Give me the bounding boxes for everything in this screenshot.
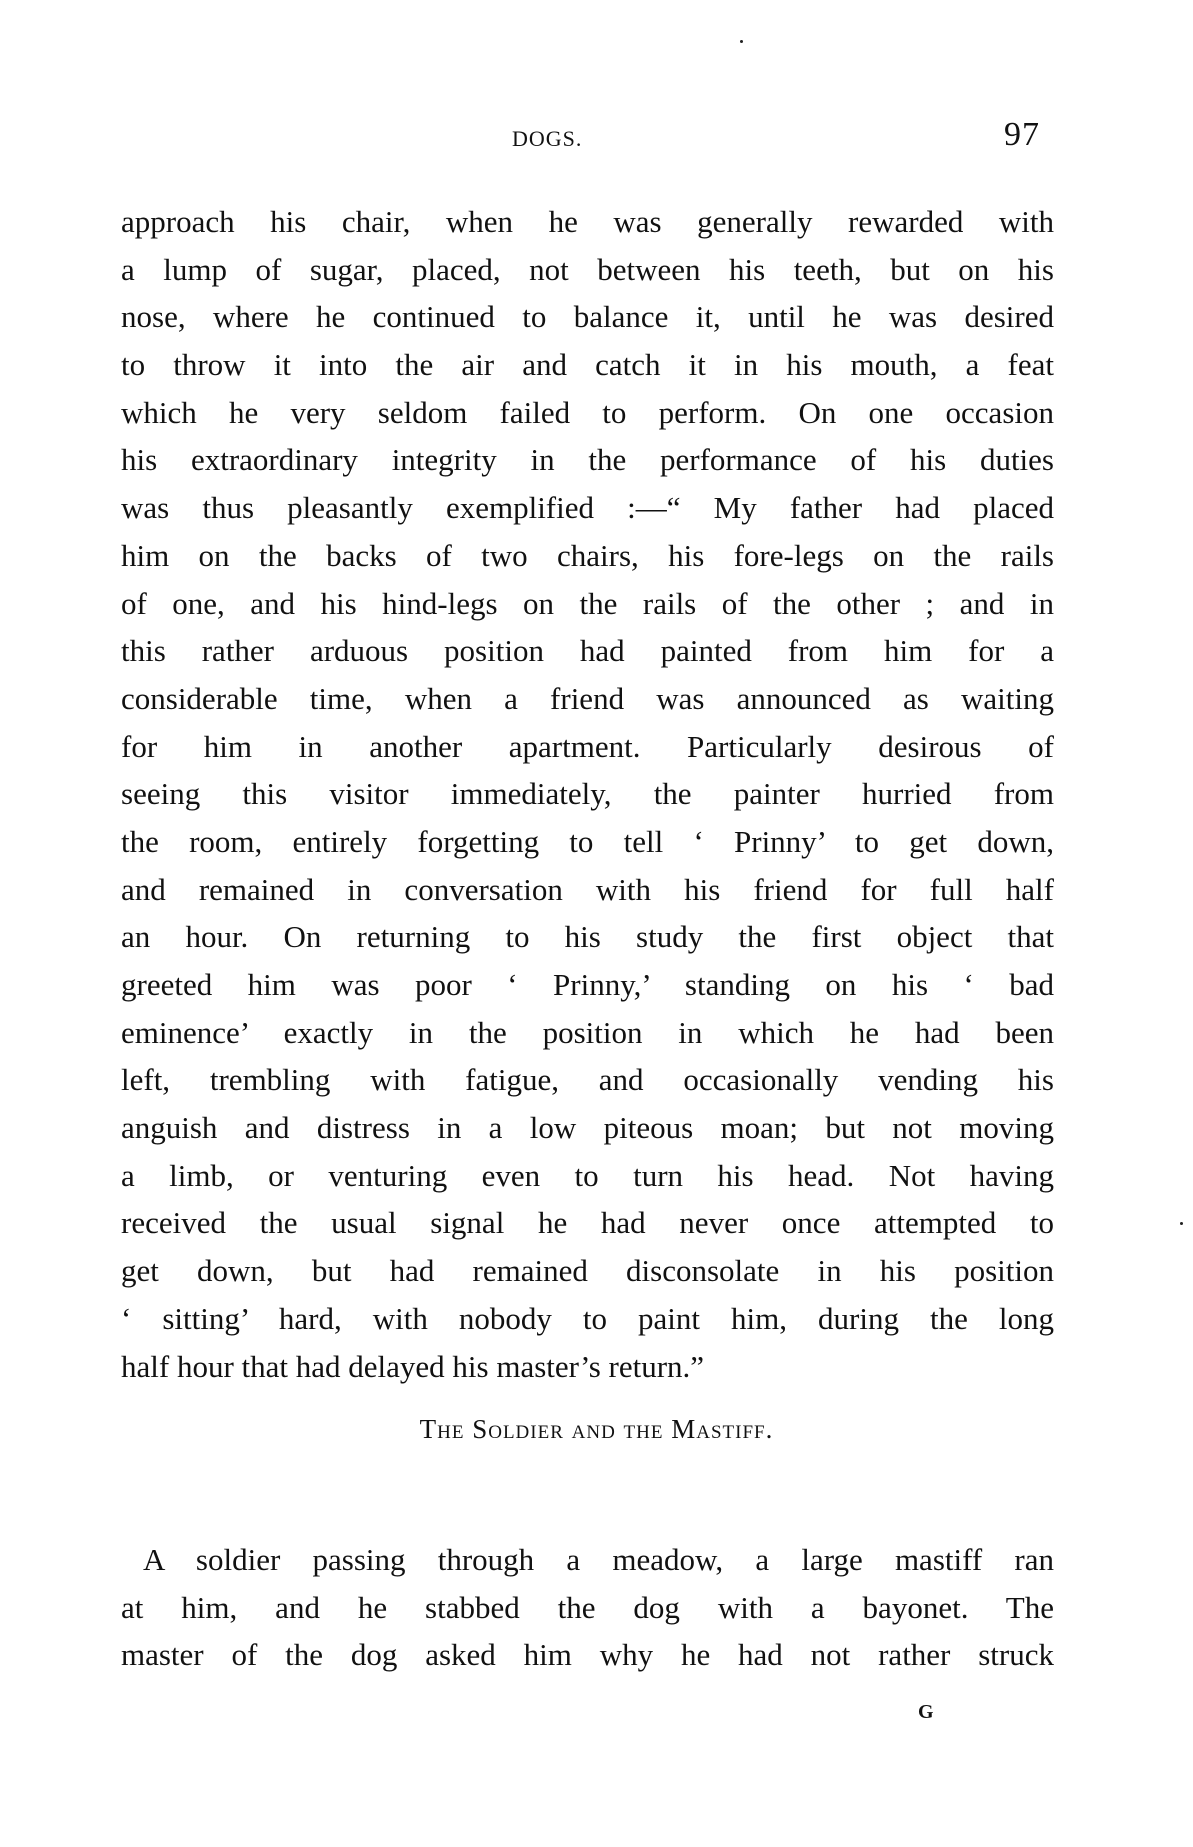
scan-speck <box>740 40 743 43</box>
text-line: was thus pleasantly exemplified :—“ My father had placed <box>121 490 1054 526</box>
text-line: a limb, or venturing even to turn his head. Not having <box>121 1157 1054 1193</box>
text-line: considerable time, when a friend was announced as waiting <box>121 680 1054 716</box>
text-line: this rather arduous position had painted from him for a <box>121 633 1054 669</box>
text-line: half hour that had delayed his master’s return.” <box>121 1348 705 1384</box>
running-head: DOGS. <box>512 126 583 151</box>
page-number: 97 <box>1004 116 1040 153</box>
scan-speck <box>1180 1222 1183 1225</box>
text-line: approach his chair, when he was generally rewarded with <box>121 204 1054 239</box>
text-line: master of the dog asked him why he had not rather struck <box>121 1637 1054 1673</box>
text-line: eminence’ exactly in the position in which he had been <box>121 1014 1054 1050</box>
text-line: a lump of sugar, placed, not between his teeth, but on his <box>121 251 1054 287</box>
text-line: his extraordinary integrity in the performance of his duties <box>121 442 1054 478</box>
text-line: left, trembling with fatigue, and occasionally vending his <box>121 1062 1054 1098</box>
text-line: greeted him was poor ‘ Prinny,’ standing on his ‘ bad <box>121 967 1054 1002</box>
text-line: and remained in conversation with his friend for full half <box>121 871 1054 907</box>
text-line: for him in another apartment. Particularly desirous of <box>121 728 1054 764</box>
text-line: at him, and he stabbed the dog with a bayonet. The <box>121 1589 1054 1625</box>
text-line: which he very seldom failed to perform. On one occasion <box>121 394 1054 430</box>
text-line: A soldier passing through a meadow, a large mastiff ran <box>143 1542 1054 1577</box>
text-line: an hour. On returning to his study the first object that <box>121 919 1054 955</box>
text-line: nose, where he continued to balance it, until he was desired <box>121 299 1054 335</box>
text-line: get down, but had remained disconsolate in his position <box>121 1253 1054 1289</box>
section-heading: The Soldier and the Mastiff. <box>419 1414 774 1444</box>
paragraph-2 <box>121 1536 1054 1679</box>
text-line: anguish and distress in a low piteous moan; but not moving <box>121 1110 1054 1146</box>
text-line: received the usual signal he had never once attempted to <box>121 1205 1054 1241</box>
text-line: of one, and his hind-legs on the rails of the other ; and in <box>121 585 1054 621</box>
text-line: seeing this visitor immediately, the painter hurried from <box>121 776 1054 812</box>
signature-mark: G <box>918 1701 934 1723</box>
text-line: him on the backs of two chairs, his fore-legs on the rails <box>121 537 1054 573</box>
paragraph-1 <box>121 198 1054 1390</box>
text-line: to throw it into the air and catch it in his mouth, a feat <box>121 347 1054 383</box>
text-line: the room, entirely forgetting to tell ‘ Prinny’ to get down, <box>121 823 1054 859</box>
text-line: ‘ sitting’ hard, with nobody to paint him, during the long <box>121 1300 1054 1336</box>
